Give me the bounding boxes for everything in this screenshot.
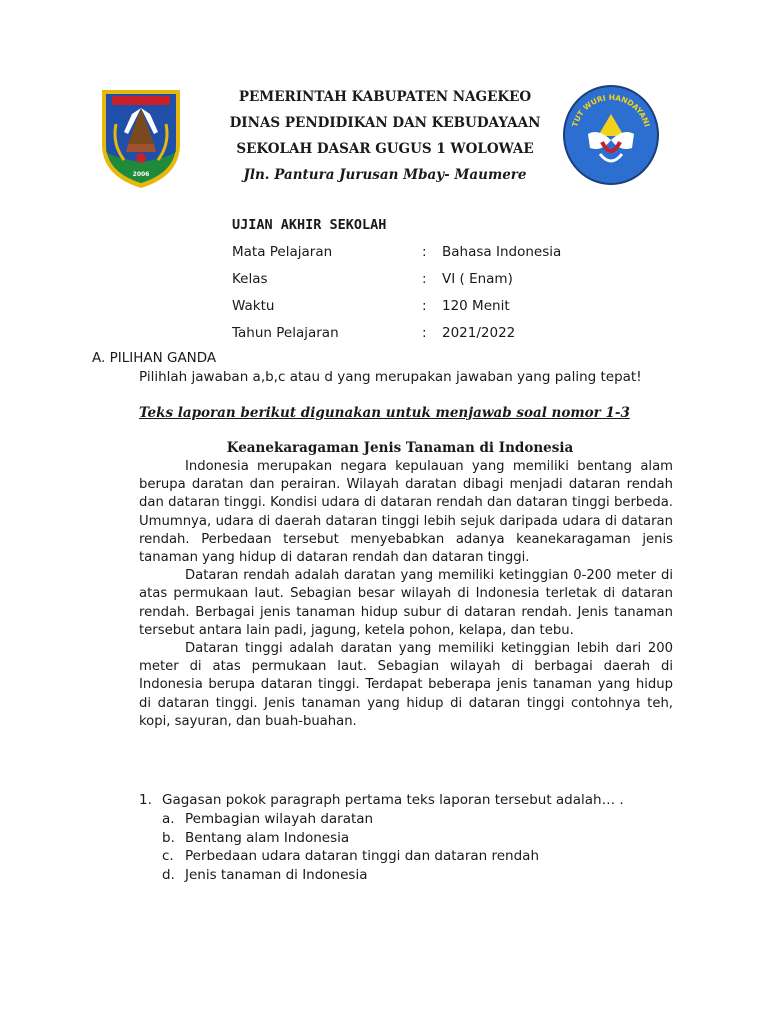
- answer-option: [162, 810, 679, 829]
- option-letter: a.: [162, 811, 175, 827]
- reading-paragraph: Dataran tinggi adalah daratan yang memiliki ketinggian lebih dari 200 meter di atas permukaan laut. Sebagian wilayah di berbagai daerah di Indonesia berupa dataran tinggi. Terdapat beberapa jenis tanaman yang hidup di dataran tinggi. Jenis tanaman yang hidup di dataran tinggi contohnya teh, kopi, sayuran, dan buah-buahan.: [139, 641, 673, 729]
- question-stem: [139, 790, 679, 810]
- info-label: Kelas: [232, 271, 268, 287]
- info-value: VI ( Enam): [442, 271, 513, 287]
- reading-paragraph: Indonesia merupakan negara kepulauan yang memiliki bentang alam berupa daratan dan perairan. Wilayah daratan dibagi menjadi dataran rendah dan dataran tinggi. Kondisi udara di dataran rendah dan dataran tinggi berbeda. Umumnya, udara di daerah dataran tinggi lebih sejuk daripada udara di dataran rendah. Perbedaan tersebut menyebabkan adanya keanekaragaman jenis tanaman yang hidup di dataran rendah dan dataran tinggi.: [139, 459, 673, 566]
- option-text: Pembagian wilayah daratan: [185, 811, 374, 827]
- info-separator: :: [422, 298, 427, 314]
- info-value: 2021/2022: [442, 325, 516, 341]
- exam-info-row: [232, 242, 561, 269]
- emblem-year: 2006: [132, 171, 150, 178]
- option-text: Jenis tanaman di Indonesia: [185, 866, 368, 883]
- answer-options: [162, 810, 679, 884]
- info-separator: :: [422, 271, 427, 287]
- exam-info: [232, 242, 561, 350]
- answer-option: [162, 829, 679, 848]
- info-label: Tahun Pelajaran: [232, 325, 339, 341]
- exam-info-row: [232, 269, 561, 296]
- tut-wuri-handayani-logo: [562, 84, 660, 186]
- info-value: Bahasa Indonesia: [442, 244, 562, 260]
- nagekeo-emblem-logo: [98, 84, 184, 190]
- option-letter: d.: [162, 866, 175, 883]
- section-heading: A. PILIHAN GANDA: [92, 350, 217, 366]
- reading-title: Keanekaragaman Jenis Tanaman di Indonesia: [226, 440, 574, 456]
- info-value: 120 Menit: [442, 298, 510, 314]
- answer-option: [162, 847, 679, 866]
- reading-passage: [139, 458, 673, 731]
- exam-title: UJIAN AKHIR SEKOLAH: [232, 217, 387, 233]
- reading-paragraph: Dataran rendah adalah daratan yang memiliki ketinggian 0-200 meter di atas permukaan laut. Sebagian besar wilayah di Indonesia terletak di dataran rendah. Berbagai jenis tanaman hidup subur di dataran rendah. Jenis tanaman tersebut antara lain padi, jagung, ketela pohon, kelapa, dan tebu.: [139, 568, 673, 638]
- question-number: 1.: [139, 792, 152, 808]
- motto-text: TUT WURI HANDAYANI: [570, 92, 652, 128]
- question-text: Gagasan pokok paragraph pertama teks laporan tersebut adalah… .: [162, 792, 624, 808]
- school-name: SEKOLAH DASAR GUGUS 1 WOLOWAE: [236, 141, 534, 157]
- answer-option: [162, 866, 679, 885]
- info-separator: :: [422, 325, 427, 341]
- option-letter: c.: [162, 848, 174, 864]
- reference-note: Teks laporan berikut digunakan untuk menjawab soal nomor 1-3: [139, 405, 630, 421]
- option-text: Bentang alam Indonesia: [185, 829, 350, 846]
- government-name: PEMERINTAH KABUPATEN NAGEKEO: [238, 89, 532, 105]
- info-label: Waktu: [232, 298, 275, 314]
- info-label: Mata Pelajaran: [232, 244, 333, 260]
- question-item: [139, 790, 679, 884]
- department-name: DINAS PENDIDIKAN DAN KEBUDAYAAN: [229, 115, 541, 131]
- exam-info-row: [232, 296, 561, 323]
- exam-info-row: [232, 323, 561, 350]
- option-letter: b.: [162, 829, 175, 846]
- letterhead: [210, 86, 560, 190]
- option-text: Perbedaan udara dataran tinggi dan dataran rendah: [185, 848, 540, 864]
- school-address: Jln. Pantura Jurusan Mbay- Maumere: [243, 167, 527, 183]
- info-separator: :: [422, 244, 427, 260]
- instruction-text: Pilihlah jawaban a,b,c atau d yang merupakan jawaban yang paling tepat!: [139, 369, 642, 385]
